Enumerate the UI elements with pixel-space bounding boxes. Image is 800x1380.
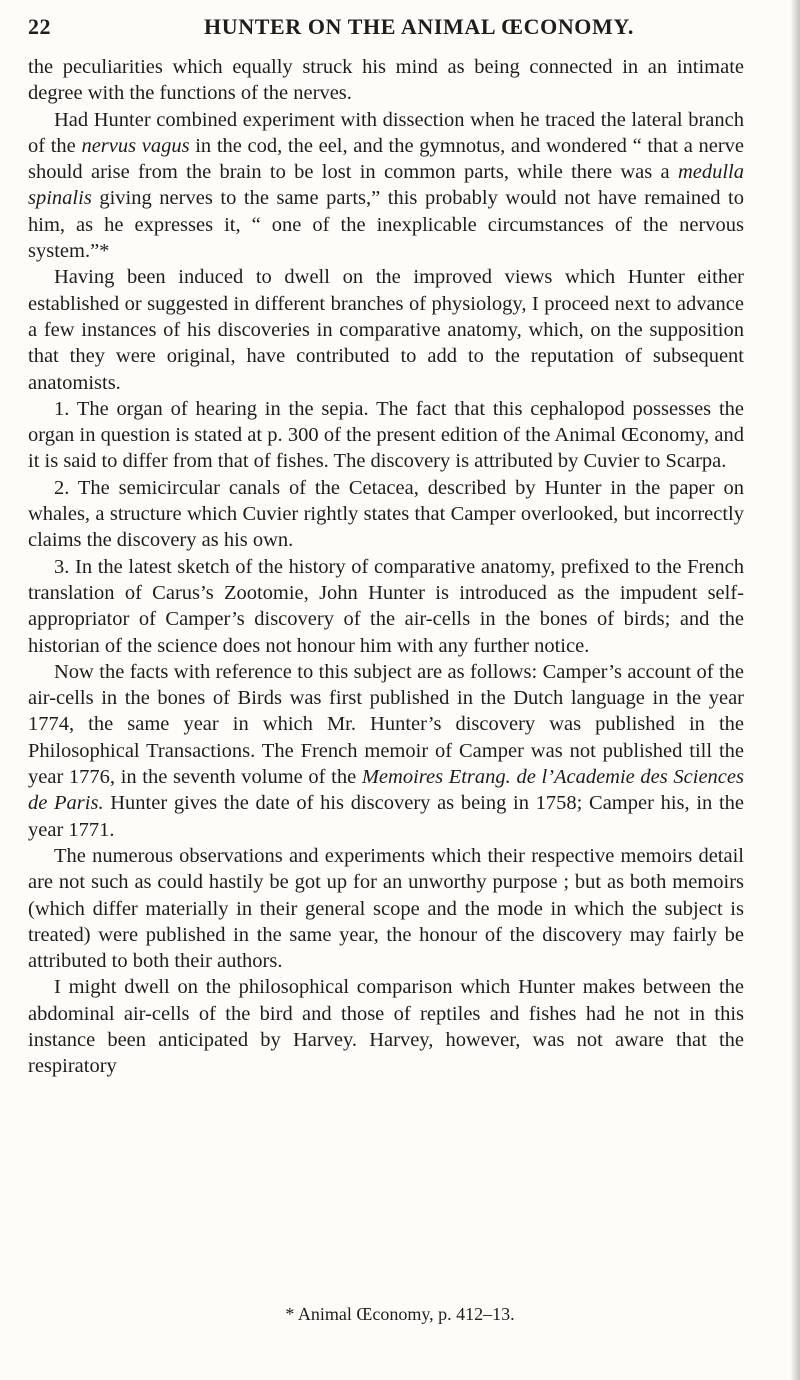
paragraph-text: The numerous observations and experiments which their respective memoirs detail are not such as could hastily be got up for an unworthy purpose ; but as both memoirs (which differ materially in their general scope and the mode in which the subject is treated) were published in the same year, the honour of the discovery may fairly be attributed to both their authors. (28, 844, 744, 973)
paragraph (28, 554, 744, 659)
paragraph (28, 475, 744, 554)
body-text (28, 54, 744, 1080)
paragraph-text: giving nerves to the same parts,” this probably would not have remained to him, as he expresses it, “ one of the inexplicable circumstances of the nervous system.”* (28, 187, 744, 263)
page-number: 22 (28, 14, 51, 39)
paragraph-text: 2. The semicircular canals of the Cetacea, described by Hunter in the paper on whales, a structure which Cuvier rightly states that Camper overlooked, but incorrectly claims the discovery as his own. (28, 476, 744, 552)
footnote: * Animal Œconomy, p. 412–13. (285, 1304, 515, 1324)
paragraph (28, 54, 744, 107)
paragraph-text: Having been induced to dwell on the improved views which Hunter either established or suggested in different branches of physiology, I proceed next to advance a few instances of his discoveries in comparative anatomy, which, on the supposition that they were original, have contributed to add to the reputation of subsequent anatomists. (28, 266, 744, 394)
italic-text: medulla spinalis (28, 161, 744, 210)
paragraph (28, 107, 744, 265)
paragraph-text: Hunter gives the date of his discovery as being in 1758; Camper his, in the year 1771. (28, 792, 744, 841)
paragraph (28, 974, 744, 1079)
page-header (28, 14, 734, 46)
paragraph-text: 1. The organ of hearing in the sepia. The fact that this cephalopod possesses the organ in question is stated at p. 300 of the present edition of the Animal Œconomy, and it is said to differ from that of fishes. The discovery is attributed by Cuvier to Scarpa. (28, 397, 744, 473)
italic-text: Memoires Etrang. de l’Academie des Sciences de Paris. (28, 766, 744, 815)
paragraph (28, 659, 744, 843)
paragraph-text: Had Hunter combined experiment with dissection when he traced the lateral branch of the (28, 108, 744, 157)
page-edge-shadow (790, 0, 800, 1380)
running-head: HUNTER ON THE ANIMAL ŒCONOMY. (204, 14, 634, 39)
paragraph (28, 843, 744, 974)
paragraph-text: the peculiarities which equally struck his mind as being connected in an intimate degree with the functions of the nerves. (28, 56, 744, 105)
italic-text: nervus vagus (81, 134, 190, 157)
paragraph-text: Now the facts with reference to this subject are as follows: Camper’s account of the air-cells in the bones of Birds was first published in the Dutch language in the year 1774, the same year in which Mr. Hunter’s discovery was published in the Philosophical Transactions. The French memoir of Camper was not published till the year 1776, in the seventh volume of the (28, 660, 744, 789)
paragraph-text: in the cod, the eel, and the gymnotus, and wondered “ that a nerve should arise from the brain to be lost in common parts, while there was a (28, 134, 745, 184)
paragraph-text: I might dwell on the philosophical comparison which Hunter makes between the abdominal air-cells of the bird and those of reptiles and fishes had he not in this instance been anticipated by Harvey. Harvey, however, was not aware that the respiratory (28, 976, 744, 1078)
paragraph (28, 396, 744, 475)
paragraph-text: 3. In the latest sketch of the history of comparative anatomy, prefixed to the French translation of Carus’s Zootomie, John Hunter is introduced as the impudent self-appropriator of Camper’s discovery of the air-cells in the bones of birds; and the historian of the science does not honour him with any further notice. (28, 555, 744, 657)
paragraph (28, 264, 744, 395)
